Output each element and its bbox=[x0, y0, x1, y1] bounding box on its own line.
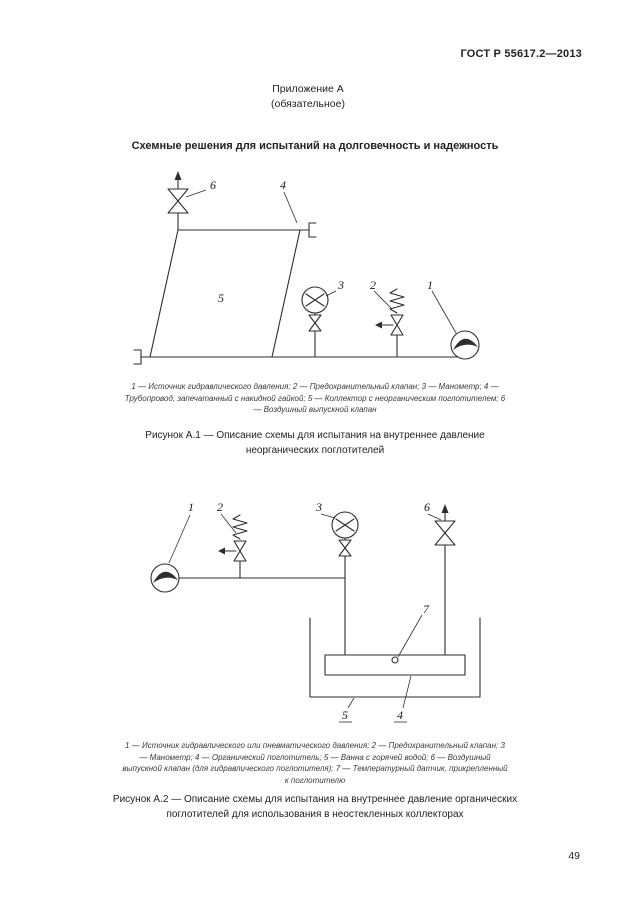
leader-1 bbox=[432, 291, 456, 333]
annex-note: (обязательное) bbox=[271, 97, 345, 110]
pos-label-1: 1 bbox=[188, 500, 194, 514]
pos-label-5: 5 bbox=[218, 291, 224, 305]
manometer-icon bbox=[302, 287, 328, 357]
pos-label-5: 5 bbox=[342, 708, 348, 722]
safety-valve-icon bbox=[218, 515, 247, 578]
pos-label-4: 4 bbox=[280, 178, 286, 192]
pos-label-1: 1 bbox=[427, 278, 433, 292]
pos-label-7: 7 bbox=[423, 602, 429, 616]
figure-a1-caption: Рисунок А.1 — Описание схемы для испытания на внутреннее давление неорганических поглотителей bbox=[145, 430, 485, 456]
pump-icon bbox=[151, 564, 179, 592]
leader-4 bbox=[403, 676, 411, 708]
figure-a1-diagram bbox=[130, 165, 510, 385]
figure-a2-diagram bbox=[140, 493, 510, 738]
pos-label-2: 2 bbox=[217, 500, 223, 514]
air-vent-valve-icon bbox=[168, 171, 188, 230]
figure-a1-legend: 1 — Источник гидравлического давления; 2 — Предохранительный клапан; 3 — Манометр; 4 — Трубопровод, запечатанный с накидной гайкой; 5 — Коллектор с неорганическим поглотителем; 6 — Воздушный выпускной клапан bbox=[124, 382, 506, 415]
absorber-shape bbox=[325, 655, 465, 675]
section-title: Схемные решения для испытаний на долговечность и надежность bbox=[131, 140, 499, 152]
safety-valve-icon bbox=[375, 289, 404, 357]
manometer-icon bbox=[332, 512, 358, 655]
leader-6 bbox=[186, 190, 206, 197]
leader-1 bbox=[169, 515, 190, 563]
temperature-sensor-icon bbox=[392, 657, 398, 663]
pipe-end-fitting-icon bbox=[134, 350, 150, 364]
pos-label-6: 6 bbox=[210, 178, 216, 192]
leader-5 bbox=[348, 698, 354, 708]
doc-header: ГОСТ Р 55617.2—2013 bbox=[460, 48, 582, 60]
pos-label-4: 4 bbox=[397, 708, 403, 722]
figure-a2-caption: Рисунок А.2 — Описание схемы для испытания на внутреннее давление органических поглотителей для использования в неостекленных коллекторах bbox=[112, 794, 518, 820]
leader-3 bbox=[326, 291, 336, 296]
figure-a2-legend: 1 — Источник гидравлического или пневматического давления; 2 — Предохранительный клапан; 3 — Манометр; 4 — Органический поглотитель; 5 — Ванна с горячей водой; 6 — Воздушный выпускной клапан (для гидравлического поглотителя); 7 — Температурный датчик, прикрепленный к поглотителю bbox=[122, 741, 508, 785]
leader-3 bbox=[321, 514, 335, 518]
pos-label-3: 3 bbox=[316, 500, 322, 514]
air-vent-valve-icon bbox=[435, 504, 455, 655]
pos-label-2: 2 bbox=[370, 278, 376, 292]
pos-label-6: 6 bbox=[424, 500, 430, 514]
pump-icon bbox=[451, 331, 479, 359]
pos-label-3: 3 bbox=[338, 278, 344, 292]
annex-block bbox=[0, 82, 616, 111]
sealed-pipe-fitting-icon bbox=[300, 223, 316, 237]
leader-7 bbox=[398, 615, 422, 657]
collector-shape bbox=[150, 230, 300, 357]
leader-2 bbox=[221, 514, 236, 533]
leader-6 bbox=[428, 514, 441, 520]
leader-2 bbox=[374, 291, 392, 309]
page-number: 49 bbox=[568, 850, 580, 862]
leader-4 bbox=[284, 192, 297, 223]
annex-title: Приложение А bbox=[272, 83, 344, 95]
